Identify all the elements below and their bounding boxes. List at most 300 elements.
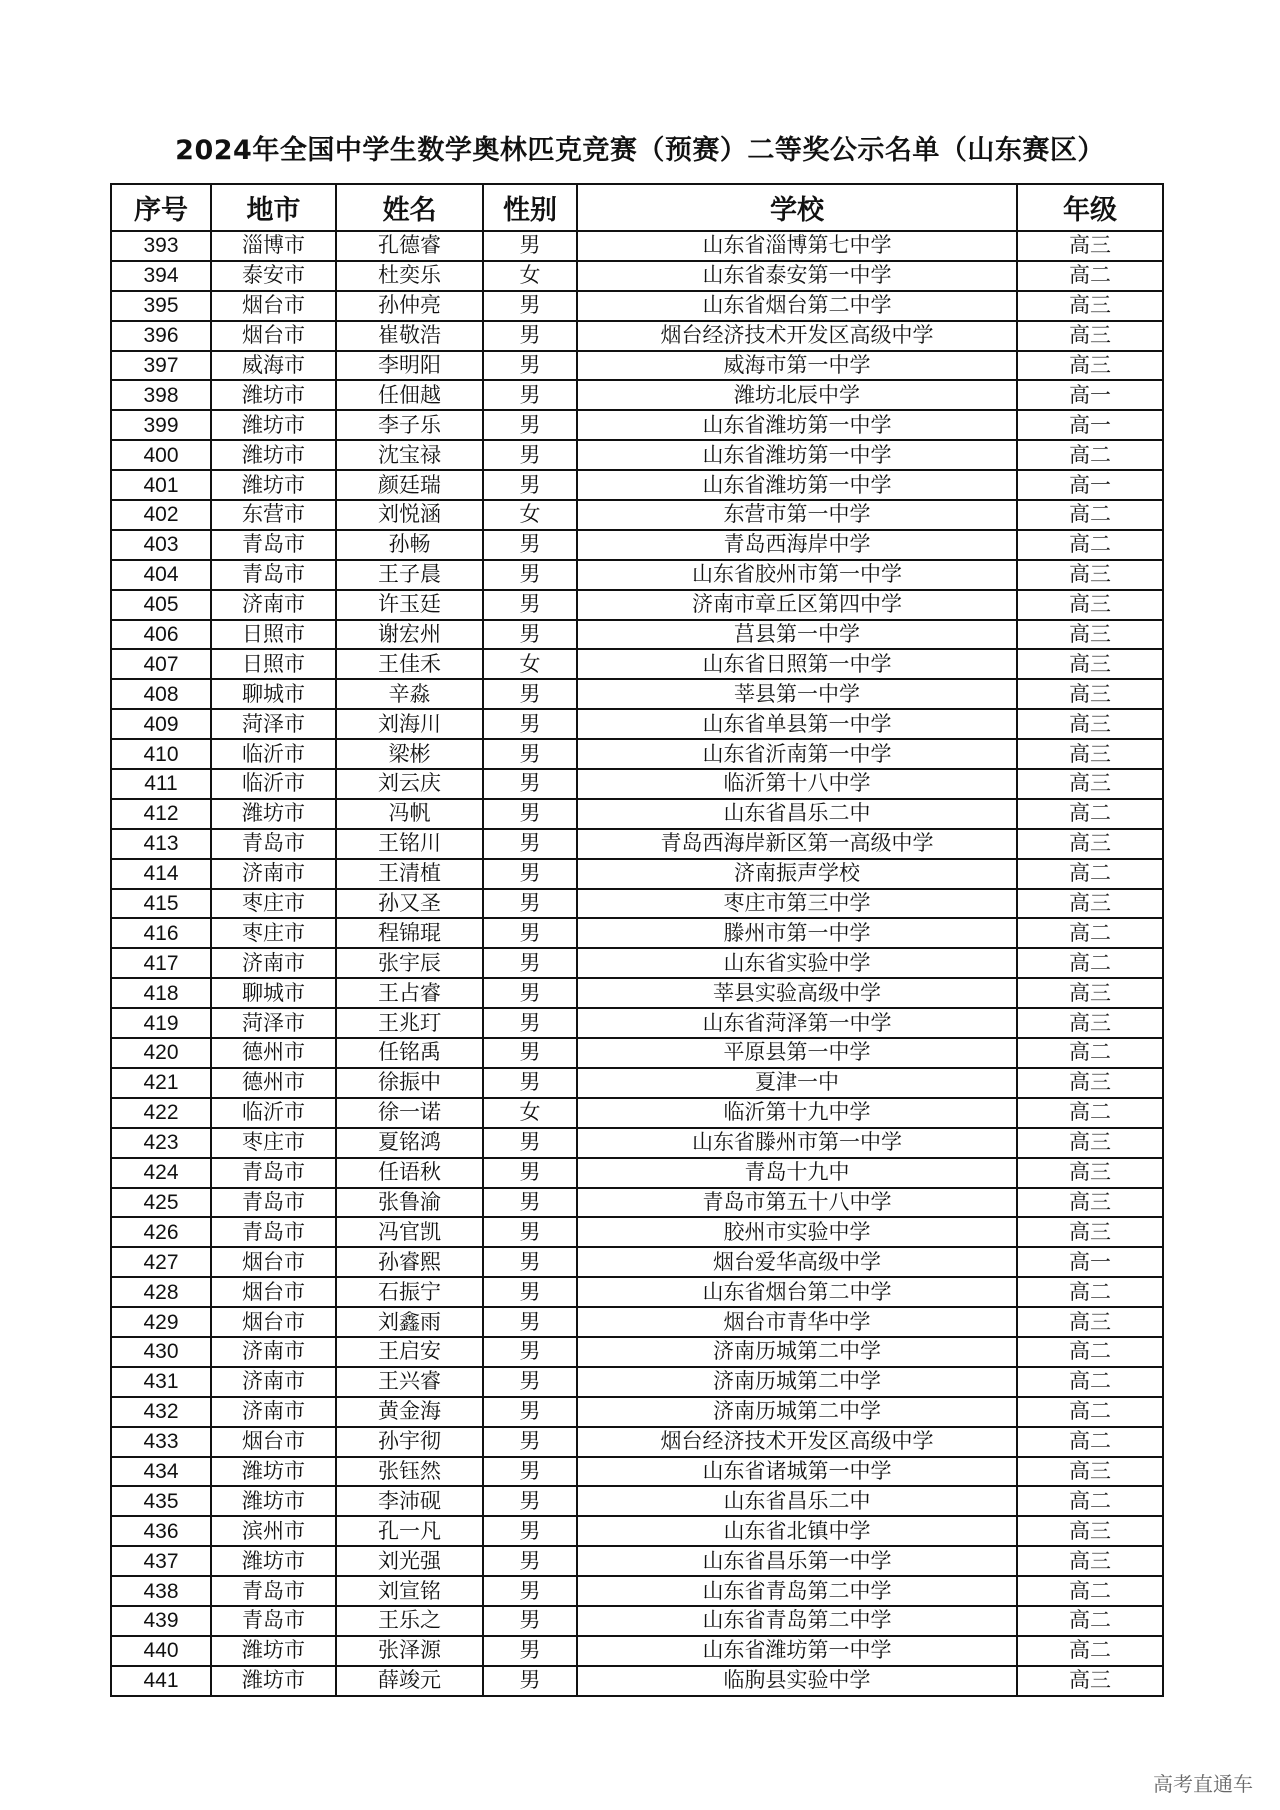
table-row [111, 1636, 1163, 1666]
cell-grade: 高三 [1017, 1217, 1163, 1247]
cell-city: 济南市 [211, 948, 336, 978]
cell-city: 枣庄市 [211, 918, 336, 948]
cell-school: 山东省诸城第一中学 [577, 1457, 1017, 1487]
cell-name: 孙仲亮 [336, 291, 483, 321]
cell-grade: 高一 [1017, 410, 1163, 440]
table-row [111, 1008, 1163, 1038]
cell-school: 山东省昌乐第一中学 [577, 1546, 1017, 1576]
cell-name: 谢宏州 [336, 620, 483, 650]
cell-index: 431 [111, 1367, 211, 1397]
cell-index: 418 [111, 978, 211, 1008]
cell-school: 夏津一中 [577, 1068, 1017, 1098]
cell-city: 济南市 [211, 1397, 336, 1427]
cell-grade: 高二 [1017, 1486, 1163, 1516]
cell-index: 433 [111, 1427, 211, 1457]
cell-grade: 高三 [1017, 1128, 1163, 1158]
cell-city: 德州市 [211, 1068, 336, 1098]
table-row [111, 1188, 1163, 1218]
cell-grade: 高二 [1017, 1636, 1163, 1666]
cell-name: 刘宣铭 [336, 1576, 483, 1606]
cell-grade: 高三 [1017, 1068, 1163, 1098]
cell-gender: 男 [483, 889, 577, 919]
cell-school: 烟台市青华中学 [577, 1307, 1017, 1337]
cell-grade: 高二 [1017, 918, 1163, 948]
cell-city: 青岛市 [211, 530, 336, 560]
cell-grade: 高三 [1017, 590, 1163, 620]
cell-name: 李明阳 [336, 351, 483, 381]
cell-city: 青岛市 [211, 560, 336, 590]
cell-gender: 男 [483, 1546, 577, 1576]
cell-city: 潍坊市 [211, 410, 336, 440]
cell-grade: 高一 [1017, 470, 1163, 500]
cell-name: 孙睿熙 [336, 1247, 483, 1277]
cell-name: 许玉廷 [336, 590, 483, 620]
cell-name: 程锦琨 [336, 918, 483, 948]
cell-name: 薛竣元 [336, 1666, 483, 1696]
cell-name: 王佳禾 [336, 649, 483, 679]
cell-gender: 男 [483, 470, 577, 500]
cell-city: 潍坊市 [211, 470, 336, 500]
cell-gender: 男 [483, 1217, 577, 1247]
cell-name: 孔德睿 [336, 231, 483, 261]
table-row [111, 1576, 1163, 1606]
cell-city: 济南市 [211, 590, 336, 620]
cell-gender: 男 [483, 1397, 577, 1427]
cell-name: 孙宇彻 [336, 1427, 483, 1457]
cell-index: 417 [111, 948, 211, 978]
cell-gender: 男 [483, 1247, 577, 1277]
cell-city: 烟台市 [211, 1307, 336, 1337]
cell-gender: 女 [483, 1098, 577, 1128]
cell-gender: 女 [483, 649, 577, 679]
cell-grade: 高二 [1017, 1427, 1163, 1457]
cell-index: 437 [111, 1546, 211, 1576]
cell-index: 420 [111, 1038, 211, 1068]
table-row [111, 859, 1163, 889]
table-row [111, 1038, 1163, 1068]
table-row [111, 1397, 1163, 1427]
cell-grade: 高三 [1017, 351, 1163, 381]
page-title: 2024年全国中学生数学奥林匹克竞赛（预赛）二等奖公示名单（山东赛区） [175, 135, 1105, 166]
cell-name: 颜廷瑞 [336, 470, 483, 500]
table-row [111, 1367, 1163, 1397]
cell-city: 日照市 [211, 620, 336, 650]
table-row [111, 1337, 1163, 1367]
cell-school: 山东省潍坊第一中学 [577, 470, 1017, 500]
cell-school: 山东省昌乐二中 [577, 1486, 1017, 1516]
cell-index: 403 [111, 530, 211, 560]
table-row [111, 500, 1163, 530]
cell-grade: 高三 [1017, 620, 1163, 650]
cell-name: 刘光强 [336, 1546, 483, 1576]
cell-school: 山东省沂南第一中学 [577, 739, 1017, 769]
cell-school: 平原县第一中学 [577, 1038, 1017, 1068]
table-row [111, 231, 1163, 261]
table-row [111, 560, 1163, 590]
table-row [111, 261, 1163, 291]
cell-gender: 男 [483, 440, 577, 470]
cell-school: 青岛西海岸中学 [577, 530, 1017, 560]
cell-index: 407 [111, 649, 211, 679]
cell-grade: 高三 [1017, 829, 1163, 859]
cell-gender: 男 [483, 918, 577, 948]
table-row [111, 1666, 1163, 1696]
table-row [111, 1098, 1163, 1128]
cell-index: 428 [111, 1277, 211, 1307]
cell-index: 425 [111, 1188, 211, 1218]
cell-grade: 高三 [1017, 231, 1163, 261]
cell-name: 张鲁渝 [336, 1188, 483, 1218]
cell-gender: 男 [483, 1158, 577, 1188]
cell-grade: 高三 [1017, 1188, 1163, 1218]
cell-name: 王启安 [336, 1337, 483, 1367]
cell-index: 429 [111, 1307, 211, 1337]
cell-gender: 男 [483, 1427, 577, 1457]
cell-gender: 女 [483, 500, 577, 530]
cell-city: 聊城市 [211, 978, 336, 1008]
cell-gender: 男 [483, 1128, 577, 1158]
table-row [111, 351, 1163, 381]
cell-city: 潍坊市 [211, 380, 336, 410]
cell-city: 聊城市 [211, 679, 336, 709]
watermark: 高考直通车 [1153, 1772, 1253, 1796]
cell-name: 王占睿 [336, 978, 483, 1008]
cell-city: 烟台市 [211, 1427, 336, 1457]
table-row [111, 1277, 1163, 1307]
cell-name: 徐振中 [336, 1068, 483, 1098]
cell-index: 430 [111, 1337, 211, 1367]
cell-school: 莒县第一中学 [577, 620, 1017, 650]
cell-school: 山东省实验中学 [577, 948, 1017, 978]
table-row [111, 1516, 1163, 1546]
cell-name: 任语秋 [336, 1158, 483, 1188]
cell-gender: 男 [483, 231, 577, 261]
cell-index: 439 [111, 1606, 211, 1636]
cell-grade: 高一 [1017, 1247, 1163, 1277]
cell-city: 威海市 [211, 351, 336, 381]
cell-index: 416 [111, 918, 211, 948]
cell-index: 422 [111, 1098, 211, 1128]
table-row [111, 380, 1163, 410]
cell-school: 山东省滕州市第一中学 [577, 1128, 1017, 1158]
cell-index: 401 [111, 470, 211, 500]
table-row [111, 440, 1163, 470]
cell-name: 沈宝禄 [336, 440, 483, 470]
cell-gender: 男 [483, 1188, 577, 1218]
cell-gender: 男 [483, 620, 577, 650]
cell-gender: 男 [483, 321, 577, 351]
cell-grade: 高二 [1017, 948, 1163, 978]
cell-city: 淄博市 [211, 231, 336, 261]
cell-city: 青岛市 [211, 829, 336, 859]
cell-index: 427 [111, 1247, 211, 1277]
cell-school: 东营市第一中学 [577, 500, 1017, 530]
header-index: 序号 [111, 184, 211, 231]
cell-gender: 男 [483, 410, 577, 440]
table-row [111, 590, 1163, 620]
cell-city: 烟台市 [211, 291, 336, 321]
cell-index: 393 [111, 231, 211, 261]
table-row [111, 1457, 1163, 1487]
cell-index: 441 [111, 1666, 211, 1696]
cell-name: 任铭禹 [336, 1038, 483, 1068]
table-row [111, 739, 1163, 769]
cell-city: 菏泽市 [211, 709, 336, 739]
cell-school: 青岛十九中 [577, 1158, 1017, 1188]
cell-index: 411 [111, 769, 211, 799]
cell-gender: 男 [483, 1307, 577, 1337]
cell-city: 泰安市 [211, 261, 336, 291]
cell-school: 胶州市实验中学 [577, 1217, 1017, 1247]
cell-city: 潍坊市 [211, 1457, 336, 1487]
cell-index: 414 [111, 859, 211, 889]
cell-city: 青岛市 [211, 1158, 336, 1188]
table-row [111, 829, 1163, 859]
cell-name: 崔敬浩 [336, 321, 483, 351]
cell-city: 烟台市 [211, 1247, 336, 1277]
cell-name: 王兴睿 [336, 1367, 483, 1397]
cell-grade: 高三 [1017, 889, 1163, 919]
table-row [111, 709, 1163, 739]
cell-grade: 高三 [1017, 321, 1163, 351]
cell-gender: 男 [483, 1008, 577, 1038]
cell-name: 王清植 [336, 859, 483, 889]
cell-name: 刘鑫雨 [336, 1307, 483, 1337]
cell-grade: 高三 [1017, 1158, 1163, 1188]
cell-grade: 高二 [1017, 261, 1163, 291]
cell-index: 438 [111, 1576, 211, 1606]
cell-gender: 男 [483, 1457, 577, 1487]
cell-city: 潍坊市 [211, 1486, 336, 1516]
cell-index: 435 [111, 1486, 211, 1516]
cell-city: 日照市 [211, 649, 336, 679]
cell-gender: 男 [483, 1277, 577, 1307]
cell-grade: 高三 [1017, 769, 1163, 799]
cell-index: 398 [111, 380, 211, 410]
cell-city: 菏泽市 [211, 1008, 336, 1038]
cell-name: 王乐之 [336, 1606, 483, 1636]
cell-grade: 高二 [1017, 1277, 1163, 1307]
cell-school: 山东省潍坊第一中学 [577, 1636, 1017, 1666]
cell-grade: 高三 [1017, 560, 1163, 590]
cell-school: 济南历城第二中学 [577, 1397, 1017, 1427]
table-header-row [111, 184, 1163, 231]
cell-city: 济南市 [211, 1337, 336, 1367]
cell-gender: 男 [483, 978, 577, 1008]
cell-gender: 男 [483, 1367, 577, 1397]
cell-school: 烟台经济技术开发区高级中学 [577, 321, 1017, 351]
cell-grade: 高二 [1017, 530, 1163, 560]
header-city: 地市 [211, 184, 336, 231]
cell-city: 青岛市 [211, 1217, 336, 1247]
cell-gender: 男 [483, 351, 577, 381]
cell-grade: 高二 [1017, 1606, 1163, 1636]
cell-name: 刘海川 [336, 709, 483, 739]
cell-school: 枣庄市第三中学 [577, 889, 1017, 919]
cell-index: 404 [111, 560, 211, 590]
cell-gender: 男 [483, 1636, 577, 1666]
cell-gender: 男 [483, 739, 577, 769]
cell-grade: 高三 [1017, 1008, 1163, 1038]
cell-gender: 男 [483, 1486, 577, 1516]
cell-grade: 高三 [1017, 1307, 1163, 1337]
table-row [111, 889, 1163, 919]
cell-school: 山东省日照第一中学 [577, 649, 1017, 679]
cell-index: 394 [111, 261, 211, 291]
cell-gender: 男 [483, 291, 577, 321]
cell-gender: 男 [483, 709, 577, 739]
cell-gender: 男 [483, 590, 577, 620]
cell-school: 滕州市第一中学 [577, 918, 1017, 948]
cell-gender: 男 [483, 1038, 577, 1068]
cell-city: 潍坊市 [211, 1666, 336, 1696]
cell-gender: 男 [483, 560, 577, 590]
cell-grade: 高二 [1017, 1367, 1163, 1397]
cell-grade: 高二 [1017, 440, 1163, 470]
cell-city: 东营市 [211, 500, 336, 530]
cell-school: 济南历城第二中学 [577, 1367, 1017, 1397]
cell-grade: 高三 [1017, 679, 1163, 709]
cell-school: 临朐县实验中学 [577, 1666, 1017, 1696]
cell-name: 黄金海 [336, 1397, 483, 1427]
cell-city: 烟台市 [211, 321, 336, 351]
table-row [111, 410, 1163, 440]
cell-name: 石振宁 [336, 1277, 483, 1307]
cell-grade: 高三 [1017, 709, 1163, 739]
cell-school: 山东省北镇中学 [577, 1516, 1017, 1546]
table-row [111, 470, 1163, 500]
cell-gender: 男 [483, 1576, 577, 1606]
cell-city: 潍坊市 [211, 799, 336, 829]
table-row [111, 291, 1163, 321]
table-row [111, 918, 1163, 948]
cell-grade: 高三 [1017, 978, 1163, 1008]
table-row [111, 769, 1163, 799]
cell-index: 397 [111, 351, 211, 381]
cell-city: 滨州市 [211, 1516, 336, 1546]
cell-name: 张宇辰 [336, 948, 483, 978]
table-row [111, 1217, 1163, 1247]
table-row [111, 948, 1163, 978]
cell-school: 济南市章丘区第四中学 [577, 590, 1017, 620]
cell-school: 临沂第十九中学 [577, 1098, 1017, 1128]
cell-index: 412 [111, 799, 211, 829]
table-row [111, 1546, 1163, 1576]
cell-index: 406 [111, 620, 211, 650]
table-row [111, 1247, 1163, 1277]
cell-school: 青岛西海岸新区第一高级中学 [577, 829, 1017, 859]
cell-name: 孙又圣 [336, 889, 483, 919]
cell-name: 杜奕乐 [336, 261, 483, 291]
cell-index: 423 [111, 1128, 211, 1158]
cell-name: 孙畅 [336, 530, 483, 560]
cell-name: 刘悦涵 [336, 500, 483, 530]
cell-gender: 男 [483, 1606, 577, 1636]
cell-name: 张泽源 [336, 1636, 483, 1666]
cell-city: 临沂市 [211, 739, 336, 769]
cell-index: 410 [111, 739, 211, 769]
cell-grade: 高二 [1017, 1038, 1163, 1068]
cell-city: 青岛市 [211, 1188, 336, 1218]
cell-city: 潍坊市 [211, 1546, 336, 1576]
cell-index: 395 [111, 291, 211, 321]
table-row [111, 1128, 1163, 1158]
cell-index: 426 [111, 1217, 211, 1247]
cell-name: 王铭川 [336, 829, 483, 859]
cell-school: 山东省青岛第二中学 [577, 1606, 1017, 1636]
cell-city: 烟台市 [211, 1277, 336, 1307]
table-row [111, 679, 1163, 709]
cell-index: 396 [111, 321, 211, 351]
cell-school: 山东省淄博第七中学 [577, 231, 1017, 261]
cell-index: 402 [111, 500, 211, 530]
table-row [111, 649, 1163, 679]
table-row [111, 321, 1163, 351]
cell-city: 临沂市 [211, 1098, 336, 1128]
cell-grade: 高二 [1017, 500, 1163, 530]
cell-index: 399 [111, 410, 211, 440]
cell-index: 408 [111, 679, 211, 709]
cell-index: 409 [111, 709, 211, 739]
cell-name: 张钰然 [336, 1457, 483, 1487]
cell-gender: 男 [483, 829, 577, 859]
header-name: 姓名 [336, 184, 483, 231]
cell-index: 405 [111, 590, 211, 620]
table-row [111, 1158, 1163, 1188]
cell-index: 434 [111, 1457, 211, 1487]
cell-city: 青岛市 [211, 1576, 336, 1606]
cell-city: 青岛市 [211, 1606, 336, 1636]
table-row [111, 799, 1163, 829]
cell-name: 夏铭鸿 [336, 1128, 483, 1158]
cell-city: 枣庄市 [211, 1128, 336, 1158]
cell-city: 济南市 [211, 1367, 336, 1397]
cell-school: 青岛市第五十八中学 [577, 1188, 1017, 1218]
cell-index: 413 [111, 829, 211, 859]
cell-school: 威海市第一中学 [577, 351, 1017, 381]
table-row [111, 978, 1163, 1008]
cell-school: 烟台爱华高级中学 [577, 1247, 1017, 1277]
cell-grade: 高三 [1017, 1457, 1163, 1487]
cell-grade: 高二 [1017, 1397, 1163, 1427]
cell-gender: 男 [483, 1337, 577, 1367]
header-school: 学校 [577, 184, 1017, 231]
cell-gender: 男 [483, 948, 577, 978]
table-row [111, 1307, 1163, 1337]
cell-school: 山东省单县第一中学 [577, 709, 1017, 739]
header-grade: 年级 [1017, 184, 1163, 231]
cell-city: 潍坊市 [211, 1636, 336, 1666]
cell-school: 山东省潍坊第一中学 [577, 410, 1017, 440]
cell-school: 济南历城第二中学 [577, 1337, 1017, 1367]
table-row [111, 1068, 1163, 1098]
cell-index: 436 [111, 1516, 211, 1546]
cell-school: 济南振声学校 [577, 859, 1017, 889]
cell-school: 山东省青岛第二中学 [577, 1576, 1017, 1606]
cell-grade: 高三 [1017, 649, 1163, 679]
cell-grade: 高三 [1017, 1546, 1163, 1576]
cell-name: 王子晨 [336, 560, 483, 590]
cell-gender: 女 [483, 261, 577, 291]
cell-city: 临沂市 [211, 769, 336, 799]
cell-name: 李子乐 [336, 410, 483, 440]
table-row [111, 1486, 1163, 1516]
cell-gender: 男 [483, 530, 577, 560]
cell-grade: 高二 [1017, 859, 1163, 889]
cell-gender: 男 [483, 679, 577, 709]
cell-school: 临沂第十八中学 [577, 769, 1017, 799]
cell-gender: 男 [483, 1068, 577, 1098]
